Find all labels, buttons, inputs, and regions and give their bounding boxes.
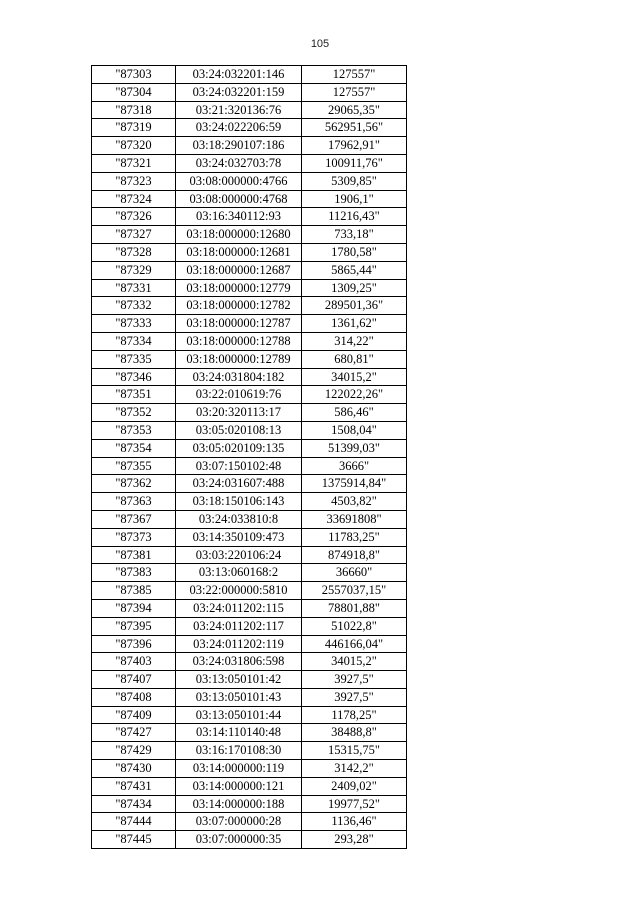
value-cell: 11216,43" — [302, 208, 407, 226]
value-cell: 3927,5" — [302, 688, 407, 706]
table-row — [92, 172, 407, 190]
table-row — [92, 493, 407, 511]
value-cell: 1906,1" — [302, 190, 407, 208]
value-cell: 733,18" — [302, 226, 407, 244]
cadastral-number-cell: 03:18:000000:12782 — [176, 297, 302, 315]
cadastral-number-cell: 03:08:000000:4766 — [176, 172, 302, 190]
table-row — [92, 760, 407, 778]
value-cell: 38488,8" — [302, 724, 407, 742]
cadastral-number-cell: 03:18:000000:12779 — [176, 279, 302, 297]
value-cell: 51022,8" — [302, 617, 407, 635]
table-row — [92, 742, 407, 760]
value-cell: 17962,91" — [302, 137, 407, 155]
value-cell: 3666" — [302, 457, 407, 475]
cadastral-number-cell: 03:18:150106:143 — [176, 493, 302, 511]
cadastral-number-cell: 03:13:050101:43 — [176, 688, 302, 706]
record-number-cell: "87431 — [92, 777, 176, 795]
record-number-cell: "87321 — [92, 154, 176, 172]
value-cell: 446166,04" — [302, 635, 407, 653]
value-cell: 562951,56" — [302, 119, 407, 137]
record-number-cell: "87362 — [92, 475, 176, 493]
record-number-cell: "87353 — [92, 421, 176, 439]
value-cell: 34015,2" — [302, 653, 407, 671]
value-cell: 1178,25" — [302, 706, 407, 724]
table-row — [92, 599, 407, 617]
table-row — [92, 332, 407, 350]
table-row — [92, 190, 407, 208]
value-cell: 1508,04" — [302, 421, 407, 439]
value-cell: 1361,62" — [302, 315, 407, 333]
table-row — [92, 279, 407, 297]
record-number-cell: "87334 — [92, 332, 176, 350]
table-row — [92, 475, 407, 493]
cadastral-number-cell: 03:18:000000:12687 — [176, 261, 302, 279]
value-cell: 289501,36" — [302, 297, 407, 315]
cadastral-number-cell: 03:07:000000:35 — [176, 831, 302, 849]
cadastral-number-cell: 03:07:000000:28 — [176, 813, 302, 831]
record-number-cell: "87335 — [92, 350, 176, 368]
value-cell: 4503,82" — [302, 493, 407, 511]
cadastral-number-cell: 03:18:290107:186 — [176, 137, 302, 155]
table-row — [92, 777, 407, 795]
table-row — [92, 226, 407, 244]
cadastral-number-cell: 03:18:000000:12681 — [176, 243, 302, 261]
table-row — [92, 119, 407, 137]
table-row — [92, 831, 407, 849]
table-row — [92, 137, 407, 155]
table-row — [92, 243, 407, 261]
cadastral-number-cell: 03:24:031804:182 — [176, 368, 302, 386]
table-row — [92, 457, 407, 475]
table-row — [92, 724, 407, 742]
cadastral-number-cell: 03:13:050101:42 — [176, 671, 302, 689]
value-cell: 78801,88" — [302, 599, 407, 617]
record-number-cell: "87444 — [92, 813, 176, 831]
table-row — [92, 261, 407, 279]
value-cell: 34015,2" — [302, 368, 407, 386]
table-row — [92, 795, 407, 813]
table-row — [92, 706, 407, 724]
table-row — [92, 546, 407, 564]
cadastral-number-cell: 03:03:220106:24 — [176, 546, 302, 564]
table-row — [92, 101, 407, 119]
record-number-cell: "87333 — [92, 315, 176, 333]
value-cell: 100911,76" — [302, 154, 407, 172]
table-row — [92, 653, 407, 671]
page-number: 105 — [310, 38, 330, 50]
cadastral-number-cell: 03:05:020108:13 — [176, 421, 302, 439]
table-row — [92, 528, 407, 546]
value-cell: 874918,8" — [302, 546, 407, 564]
cadastral-number-cell: 03:21:320136:76 — [176, 101, 302, 119]
cadastral-number-cell: 03:18:000000:12789 — [176, 350, 302, 368]
cadastral-number-cell: 03:16:340112:93 — [176, 208, 302, 226]
record-number-cell: "87381 — [92, 546, 176, 564]
table-row — [92, 297, 407, 315]
cadastral-number-cell: 03:14:110140:48 — [176, 724, 302, 742]
table-row — [92, 688, 407, 706]
value-cell: 29065,35" — [302, 101, 407, 119]
table-row — [92, 83, 407, 101]
cadastral-number-cell: 03:24:032201:146 — [176, 66, 302, 84]
value-cell: 1375914,84" — [302, 475, 407, 493]
record-number-cell: "87326 — [92, 208, 176, 226]
record-number-cell: "87396 — [92, 635, 176, 653]
record-number-cell: "87395 — [92, 617, 176, 635]
value-cell: 1309,25" — [302, 279, 407, 297]
record-number-cell: "87346 — [92, 368, 176, 386]
record-number-cell: "87324 — [92, 190, 176, 208]
record-number-cell: "87303 — [92, 66, 176, 84]
record-number-cell: "87363 — [92, 493, 176, 511]
record-number-cell: "87355 — [92, 457, 176, 475]
record-number-cell: "87323 — [92, 172, 176, 190]
value-cell: 122022,26" — [302, 386, 407, 404]
record-number-cell: "87407 — [92, 671, 176, 689]
table-row — [92, 315, 407, 333]
table-row — [92, 66, 407, 84]
cadastral-number-cell: 03:24:011202:117 — [176, 617, 302, 635]
record-number-cell: "87319 — [92, 119, 176, 137]
value-cell: 1136,46" — [302, 813, 407, 831]
table-row — [92, 154, 407, 172]
record-number-cell: "87329 — [92, 261, 176, 279]
value-cell: 36660" — [302, 564, 407, 582]
value-cell: 2557037,15" — [302, 582, 407, 600]
record-number-cell: "87351 — [92, 386, 176, 404]
table-row — [92, 671, 407, 689]
cadastral-number-cell: 03:18:000000:12788 — [176, 332, 302, 350]
value-cell: 15315,75" — [302, 742, 407, 760]
record-number-cell: "87403 — [92, 653, 176, 671]
value-cell: 11783,25" — [302, 528, 407, 546]
cadastral-number-cell: 03:13:050101:44 — [176, 706, 302, 724]
value-cell: 5865,44" — [302, 261, 407, 279]
value-cell: 33691808" — [302, 510, 407, 528]
record-number-cell: "87304 — [92, 83, 176, 101]
record-number-cell: "87367 — [92, 510, 176, 528]
cadastral-number-cell: 03:18:000000:12787 — [176, 315, 302, 333]
cadastral-number-cell: 03:05:020109:135 — [176, 439, 302, 457]
table-row — [92, 368, 407, 386]
table-row — [92, 421, 407, 439]
cadastral-number-cell: 03:24:032201:159 — [176, 83, 302, 101]
value-cell: 2409,02" — [302, 777, 407, 795]
record-number-cell: "87327 — [92, 226, 176, 244]
cadastral-number-cell: 03:18:000000:12680 — [176, 226, 302, 244]
record-number-cell: "87409 — [92, 706, 176, 724]
record-number-cell: "87429 — [92, 742, 176, 760]
record-number-cell: "87318 — [92, 101, 176, 119]
cadastral-number-cell: 03:14:000000:121 — [176, 777, 302, 795]
value-cell: 314,22" — [302, 332, 407, 350]
table-row — [92, 404, 407, 422]
data-table — [91, 65, 407, 849]
value-cell: 127557" — [302, 83, 407, 101]
table-row — [92, 813, 407, 831]
value-cell: 19977,52" — [302, 795, 407, 813]
record-number-cell: "87434 — [92, 795, 176, 813]
table-row — [92, 510, 407, 528]
cadastral-number-cell: 03:22:010619:76 — [176, 386, 302, 404]
value-cell: 3142,2" — [302, 760, 407, 778]
record-number-cell: "87373 — [92, 528, 176, 546]
record-number-cell: "87385 — [92, 582, 176, 600]
cadastral-number-cell: 03:24:033810:8 — [176, 510, 302, 528]
cadastral-number-cell: 03:24:011202:119 — [176, 635, 302, 653]
value-cell: 127557" — [302, 66, 407, 84]
value-cell: 51399,03" — [302, 439, 407, 457]
record-number-cell: "87408 — [92, 688, 176, 706]
value-cell: 3927,5" — [302, 671, 407, 689]
record-number-cell: "87328 — [92, 243, 176, 261]
value-cell: 1780,58" — [302, 243, 407, 261]
cadastral-number-cell: 03:24:031607:488 — [176, 475, 302, 493]
record-number-cell: "87332 — [92, 297, 176, 315]
cadastral-number-cell: 03:14:350109:473 — [176, 528, 302, 546]
cadastral-number-cell: 03:14:000000:188 — [176, 795, 302, 813]
cadastral-number-cell: 03:22:000000:5810 — [176, 582, 302, 600]
table-row — [92, 208, 407, 226]
cadastral-number-cell: 03:08:000000:4768 — [176, 190, 302, 208]
cadastral-number-cell: 03:13:060168:2 — [176, 564, 302, 582]
table-row — [92, 386, 407, 404]
cadastral-number-cell: 03:07:150102:48 — [176, 457, 302, 475]
record-number-cell: "87394 — [92, 599, 176, 617]
record-number-cell: "87320 — [92, 137, 176, 155]
cadastral-number-cell: 03:16:170108:30 — [176, 742, 302, 760]
cadastral-number-cell: 03:14:000000:119 — [176, 760, 302, 778]
value-cell: 586,46" — [302, 404, 407, 422]
record-number-cell: "87383 — [92, 564, 176, 582]
record-number-cell: "87352 — [92, 404, 176, 422]
value-cell: 5309,85" — [302, 172, 407, 190]
record-number-cell: "87430 — [92, 760, 176, 778]
table-row — [92, 439, 407, 457]
table-row — [92, 617, 407, 635]
cadastral-number-cell: 03:24:031806:598 — [176, 653, 302, 671]
table-row — [92, 635, 407, 653]
table-row — [92, 582, 407, 600]
record-number-cell: "87331 — [92, 279, 176, 297]
record-number-cell: "87354 — [92, 439, 176, 457]
table-row — [92, 350, 407, 368]
value-cell: 293,28" — [302, 831, 407, 849]
value-cell: 680,81" — [302, 350, 407, 368]
table-row — [92, 564, 407, 582]
cadastral-number-cell: 03:24:011202:115 — [176, 599, 302, 617]
cadastral-number-cell: 03:24:022206:59 — [176, 119, 302, 137]
record-number-cell: "87427 — [92, 724, 176, 742]
cadastral-number-cell: 03:20:320113:17 — [176, 404, 302, 422]
cadastral-number-cell: 03:24:032703:78 — [176, 154, 302, 172]
record-number-cell: "87445 — [92, 831, 176, 849]
table-body — [92, 66, 407, 849]
